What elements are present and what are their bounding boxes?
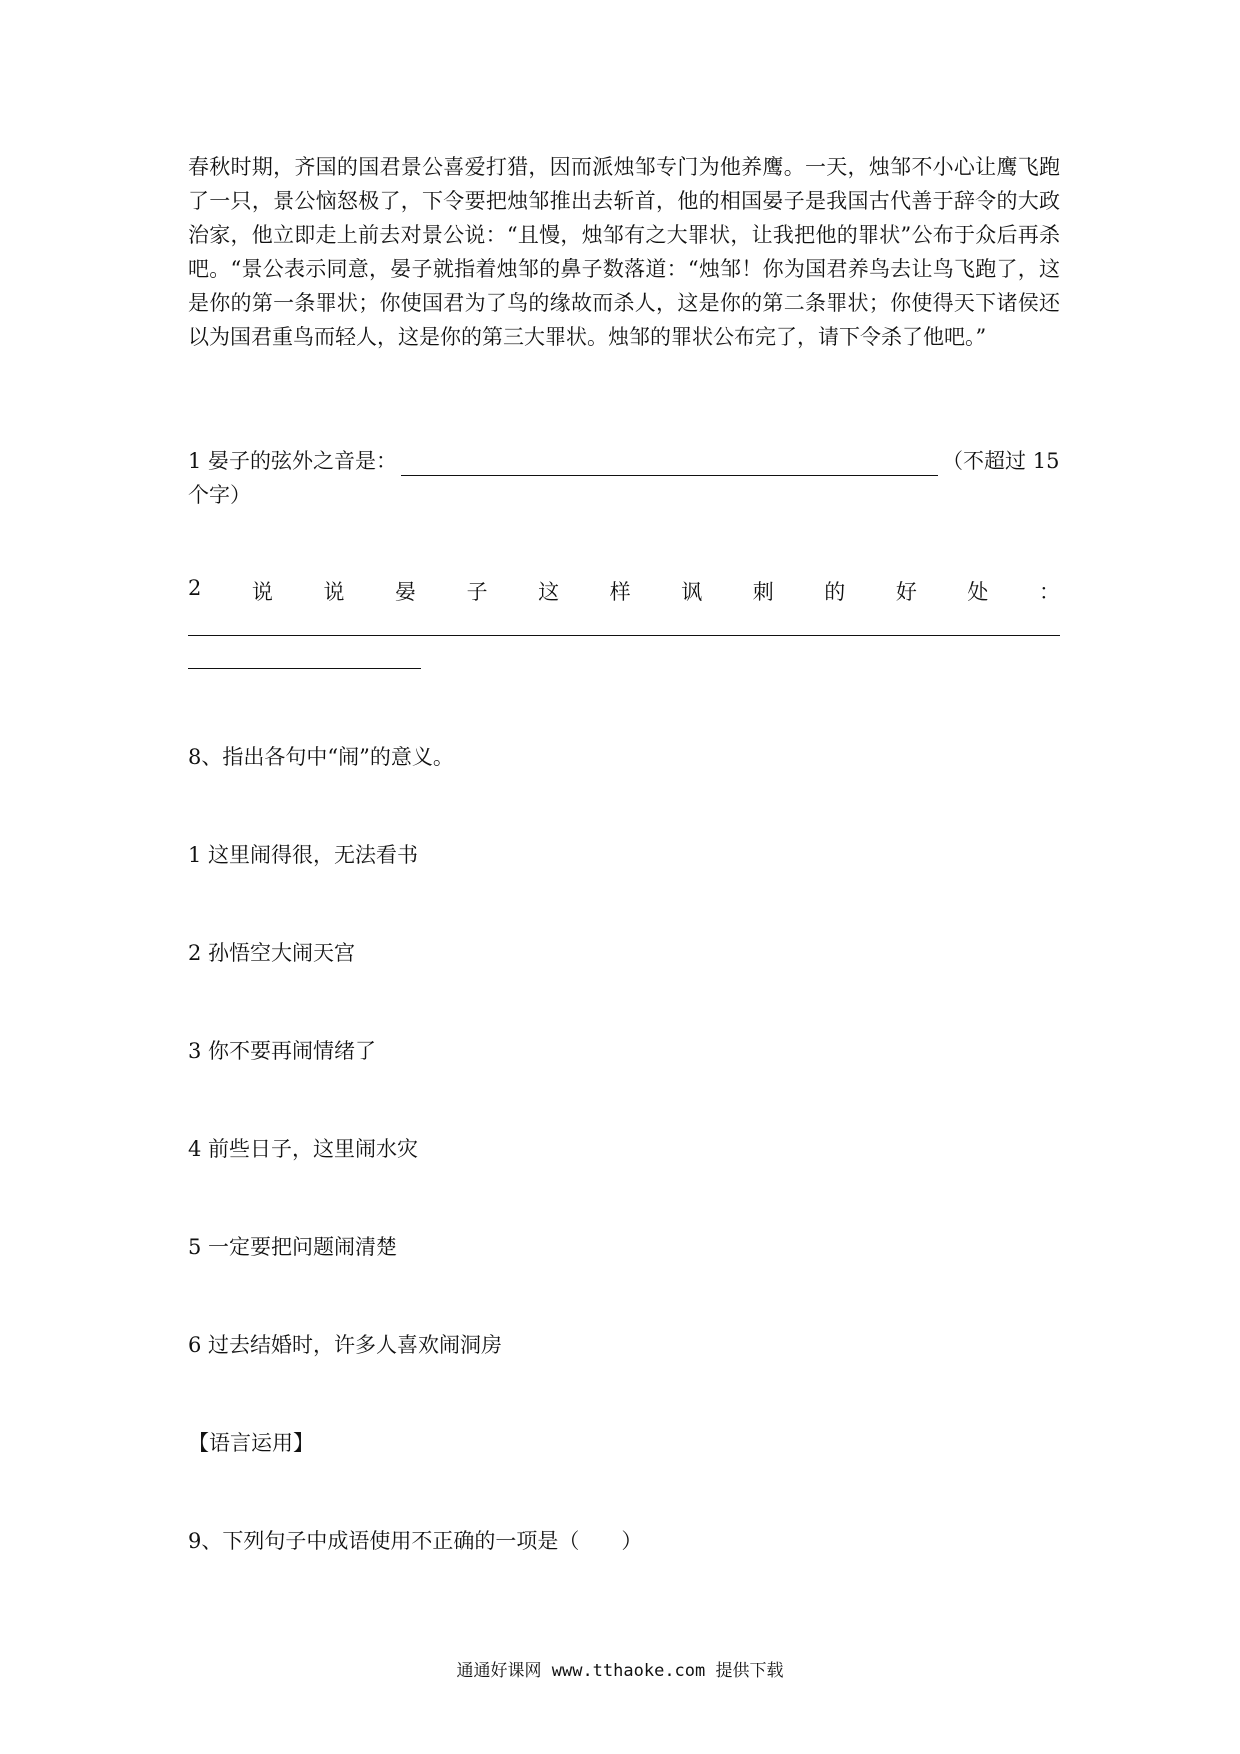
- page-footer: 通通好课网 www.tthaoke.com 提供下载: [456, 1661, 784, 1681]
- reading-passage: 春秋时期，齐国的国君景公喜爱打猎，因而派烛邹专门为他养鹰。一天，烛邹不小心让鹰飞跑了一只，景公恼怒极了，下令要把烛邹推出去斩首，他的相国晏子是我国古代善于辞令的大政治家，他立即走上前去对景公说：“且慢，烛邹有之大罪状，让我把他的罪状”公布于众后再杀吧。“景公表示同意，晏子就指着烛邹的鼻子数落道：“烛邹！你为国君养鸟去让鸟飞跑了，这是你的第一条罪状；你使国君为了鸟的缘故而杀人，这是你的第二条罪状；你使得天下诸侯还以为国君重鸟而轻人，这是你的第三大罪状。烛邹的罪状公布完了，请下令杀了他吧。”: [188, 155, 1060, 349]
- question-2-char: 子: [466, 580, 488, 604]
- question-2-char: 2: [188, 576, 202, 600]
- question-1-limit-continuation: 个字）: [188, 483, 251, 507]
- question-8-item: 2 孙悟空大闹天宫: [188, 941, 356, 965]
- question-2-char: 这: [538, 580, 560, 604]
- question-1-answer-blank[interactable]: [401, 451, 938, 476]
- question-2-char: 好: [895, 580, 917, 604]
- question-2-char: 说: [251, 580, 273, 604]
- question-2: [188, 576, 1060, 606]
- question-2-answer-line[interactable]: [188, 635, 1060, 636]
- question-1-limit: （不超过 15: [942, 449, 1060, 473]
- question-2-char: 说: [323, 580, 345, 604]
- question-2-answer-line-short[interactable]: [188, 668, 421, 669]
- question-2-char: 处: [967, 580, 989, 604]
- question-8-item: 3 你不要再闹情绪了: [188, 1039, 377, 1063]
- question-8-heading: 8、指出各句中“闹”的意义。: [188, 745, 454, 769]
- question-2-char: 的: [824, 580, 846, 604]
- question-8-item: 4 前些日子，这里闹水灾: [188, 1137, 419, 1161]
- question-8-item: 6 过去结婚时，许多人喜欢闹洞房: [188, 1333, 503, 1357]
- question-1-prompt: 1 晏子的弦外之音是：: [188, 449, 398, 473]
- question-2-char: 讽: [681, 580, 703, 604]
- question-1: [188, 446, 1059, 476]
- question-2-char: ：: [1038, 580, 1060, 604]
- question-8-item: 1 这里闹得很，无法看书: [188, 843, 419, 867]
- question-8-item: 5 一定要把问题闹清楚: [188, 1235, 398, 1259]
- section-heading: 【语言运用】: [188, 1431, 314, 1455]
- question-2-char: 样: [609, 580, 631, 604]
- question-2-char: 刺: [752, 580, 774, 604]
- question-2-char: 晏: [395, 580, 417, 604]
- question-9: 9、下列句子中成语使用不正确的一项是（ ）: [188, 1529, 643, 1553]
